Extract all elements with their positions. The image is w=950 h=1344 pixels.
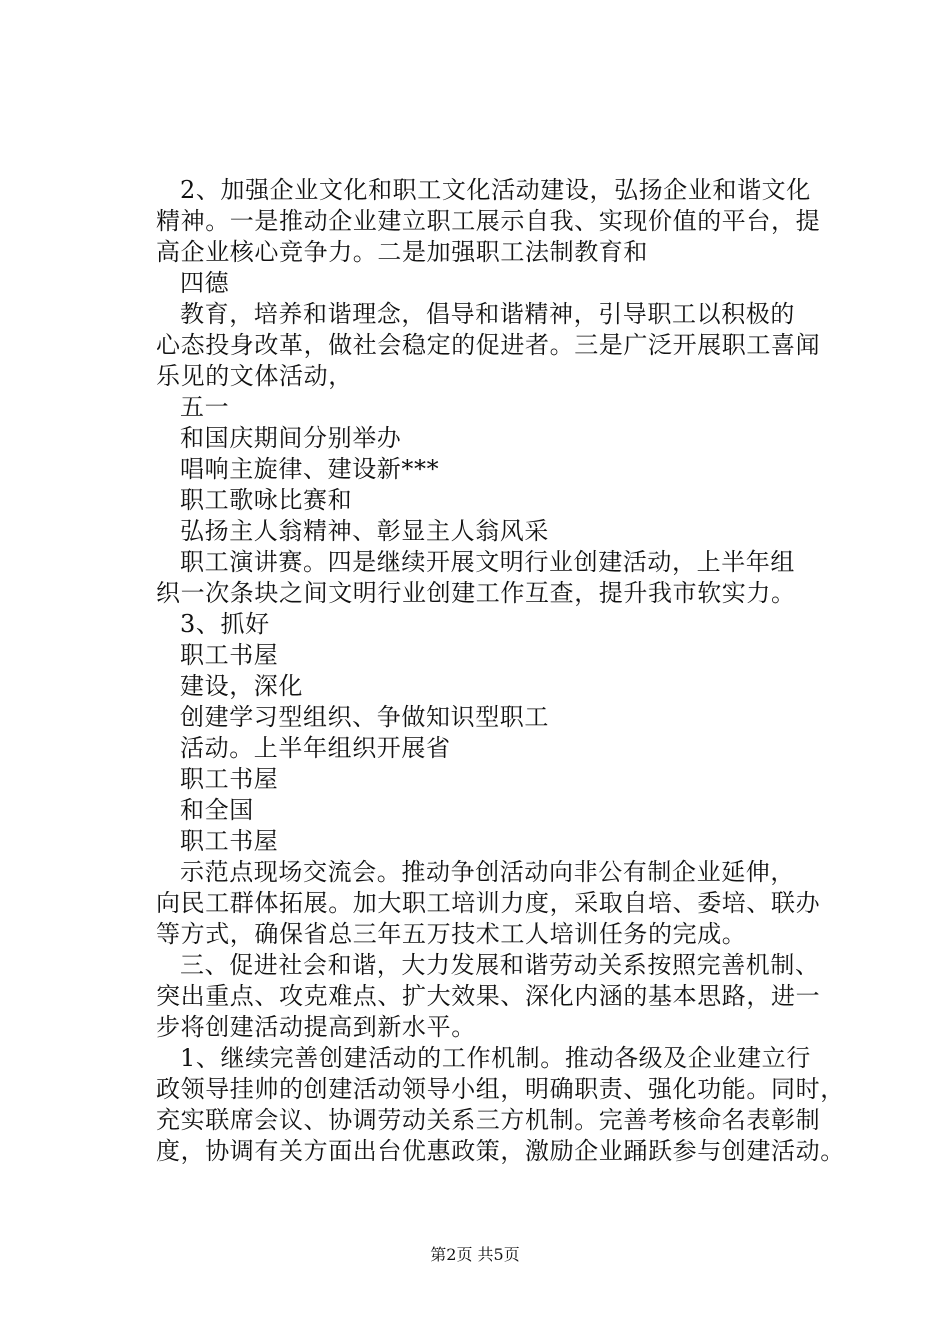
text-line: 职工书屋 — [180, 765, 279, 793]
text-line: 1、继续完善创建活动的工作机制。推动各级及企业建立行 — [180, 1044, 811, 1072]
text-line: 三、促进社会和谐，大力发展和谐劳动关系按照完善机制、 — [180, 951, 820, 979]
text-line: 步将创建活动提高到新水平。 — [156, 1013, 476, 1041]
text-line: 高企业核心竞争力。二是加强职工法制教育和 — [156, 238, 648, 266]
text-line: 建设，深化 — [180, 672, 303, 700]
text-line: 职工歌咏比赛和 — [180, 486, 353, 514]
text-line: 教育，培养和谐理念，倡导和谐精神，引导职工以积极的 — [180, 300, 795, 328]
text-line: 2、加强企业文化和职工文化活动建设，弘扬企业和谐文化 — [180, 176, 811, 204]
text-line: 和国庆期间分别举办 — [180, 424, 402, 452]
text-line: 职工书屋 — [180, 641, 279, 669]
text-line: 职工书屋 — [180, 827, 279, 855]
text-line: 五一 — [180, 393, 230, 421]
text-line: 示范点现场交流会。推动争创活动向非公有制企业延伸， — [180, 858, 795, 886]
text-line: 心态投身改革，做社会稳定的促进者。三是广泛开展职工喜闻 — [156, 331, 821, 359]
text-line: 3、抓好 — [180, 610, 270, 638]
text-line: 唱响主旋律、建设新*** — [180, 455, 440, 483]
text-line: 向民工群体拓展。加大职工培训力度，采取自培、委培、联办 — [156, 889, 821, 917]
text-line: 突出重点、攻克难点、扩大效果、深化内涵的基本思路，进一 — [156, 982, 821, 1010]
text-line: 政领导挂帅的创建活动领导小组，明确职责、强化功能。同时， — [156, 1075, 845, 1103]
text-line: 四德 — [180, 269, 230, 297]
text-line: 职工演讲赛。四是继续开展文明行业创建活动，上半年组 — [180, 548, 795, 576]
text-line: 创建学习型组织、争做知识型职工 — [180, 703, 549, 731]
page-footer: 第2页 共5页 — [430, 1245, 520, 1264]
text-line: 活动。上半年组织开展省 — [180, 734, 451, 762]
text-line: 充实联席会议、协调劳动关系三方机制。完善考核命名表彰制 — [156, 1106, 821, 1134]
text-line: 精神。一是推动企业建立职工展示自我、实现价值的平台，提 — [156, 207, 821, 235]
text-line: 度，协调有关方面出台优惠政策，激励企业踊跃参与创建活动。 — [156, 1137, 845, 1165]
text-line: 和全国 — [180, 796, 254, 824]
text-line: 乐见的文体活动， — [156, 362, 353, 390]
text-line: 织一次条块之间文明行业创建工作互查，提升我市软实力。 — [156, 579, 796, 607]
text-line: 等方式，确保省总三年五万技术工人培训任务的完成。 — [156, 920, 747, 948]
text-line: 弘扬主人翁精神、彰显主人翁风采 — [180, 517, 549, 545]
document-body — [156, 175, 846, 1167]
